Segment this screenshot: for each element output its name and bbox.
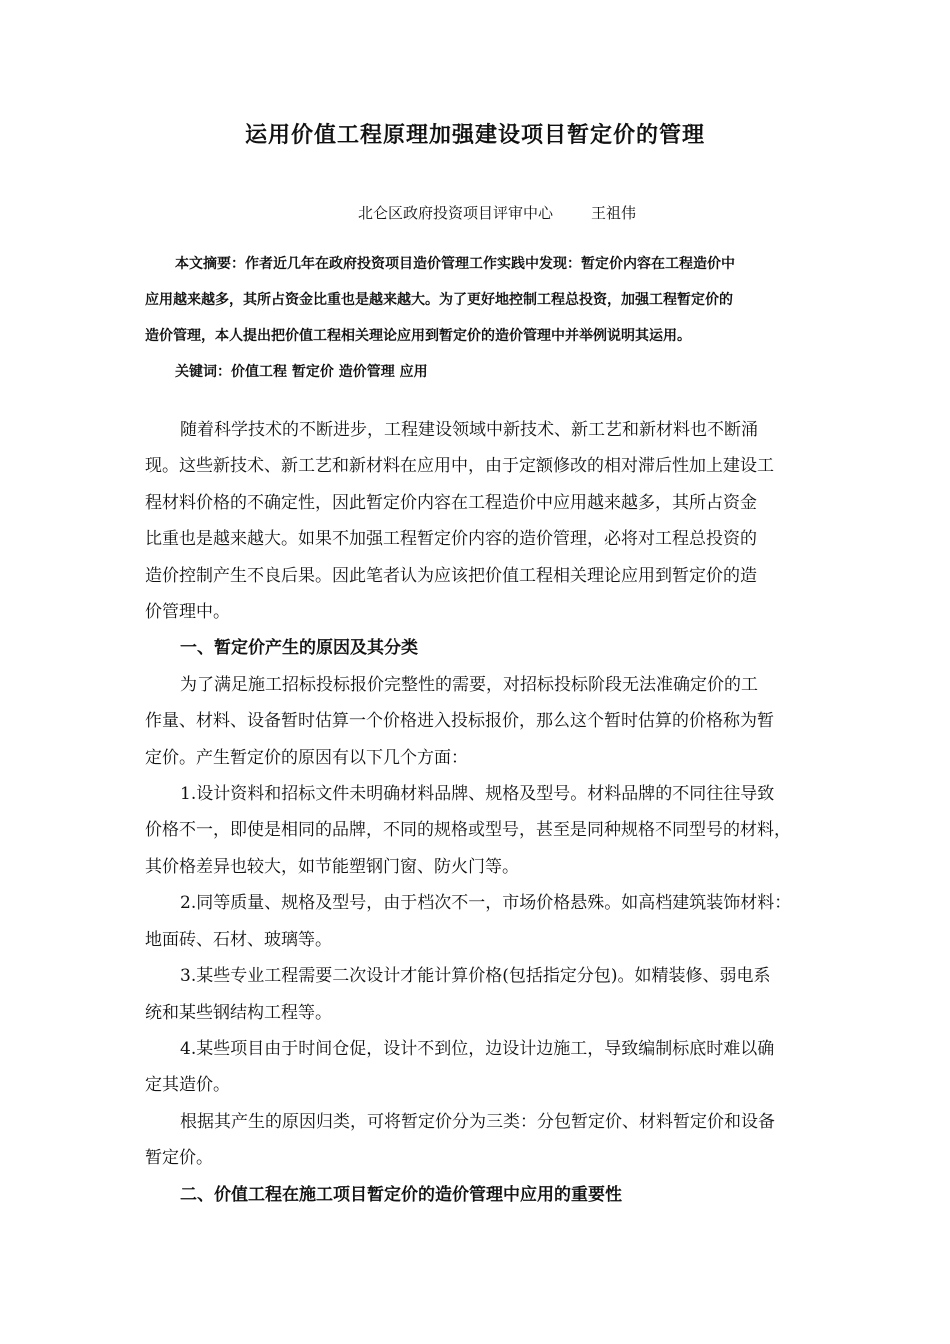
body-line: 随着科学技术的不断进步，工程建设领域中新技术、新工艺和新材料也不断涌 <box>180 420 758 440</box>
body-line: 价格不一，即使是相同的品牌，不同的规格或型号，甚至是同种规格不同型号的材料， <box>145 820 791 841</box>
body-line: 地面砖、石材、玻璃等。 <box>145 929 332 950</box>
abstract-line: 应用越来越多，其所占资金比重也是越来越大。为了更好地控制工程总投资，加强工程暂定价的 <box>145 292 733 308</box>
keywords: 关键词：价值工程 暂定价 造价管理 应用 <box>175 364 428 380</box>
author-organization: 北仑区政府投资项目评审中心 <box>358 204 554 222</box>
body-line: 其价格差异也较大，如节能塑钢门窗、防火门等。 <box>145 856 519 877</box>
list-item: 3.某些专业工程需要二次设计才能计算价格(包括指定分包)。如精装修、弱电系 <box>180 966 771 987</box>
body-line: 比重也是越来越大。如果不加强工程暂定价内容的造价管理，必将对工程总投资的 <box>145 529 757 550</box>
page-title: 运用价值工程原理加强建设项目暂定价的管理 <box>244 123 705 148</box>
abstract-line: 造价管理，本人提出把价值工程相关理论应用到暂定价的造价管理中并举例说明其运用。 <box>145 328 691 344</box>
body-line: 暂定价。 <box>145 1148 213 1169</box>
body-line: 统和某些钢结构工程等。 <box>145 1002 332 1023</box>
body-line: 定价。产生暂定价的原因有以下几个方面： <box>145 747 468 768</box>
byline <box>358 202 636 223</box>
section-heading: 一、暂定价产生的原因及其分类 <box>180 638 418 659</box>
abstract <box>145 246 815 390</box>
list-item: 2.同等质量、规格及型号，由于档次不一，市场价格悬殊。如高档建筑装饰材料： <box>180 893 792 914</box>
body-line: 现。这些新技术、新工艺和新材料在应用中，由于定额修改的相对滞后性加上建设工 <box>145 456 774 477</box>
list-item: 1.设计资料和招标文件未明确材料品牌、规格及型号。材料品牌的不同往往导致 <box>180 784 775 805</box>
body-text <box>145 412 825 1213</box>
body-line: 为了满足施工招标投标报价完整性的需要，对招标投标阶段无法准确定价的工 <box>180 674 758 695</box>
list-item: 4.某些项目由于时间仓促，设计不到位，边设计边施工，导致编制标底时难以确 <box>180 1038 775 1059</box>
body-line: 定其造价。 <box>145 1075 230 1096</box>
section-heading: 二、价值工程在施工项目暂定价的造价管理中应用的重要性 <box>180 1184 622 1205</box>
author-name: 王祖伟 <box>591 204 637 222</box>
body-line: 根据其产生的原因归类，可将暂定价分为三类：分包暂定价、材料暂定价和设备 <box>180 1111 775 1132</box>
body-line: 造价控制产生不良后果。因此笔者认为应该把价值工程相关理论应用到暂定价的造 <box>145 565 757 586</box>
body-line: 价管理中。 <box>145 602 230 623</box>
body-line: 作量、材料、设备暂时估算一个价格进入投标报价，那么这个暂时估算的价格称为暂 <box>145 711 774 732</box>
abstract-line: 本文摘要：作者近几年在政府投资项目造价管理工作实践中发现：暂定价内容在工程造价中 <box>175 256 735 272</box>
body-line: 程材料价格的不确定性，因此暂定价内容在工程造价中应用越来越多，其所占资金 <box>145 492 757 513</box>
